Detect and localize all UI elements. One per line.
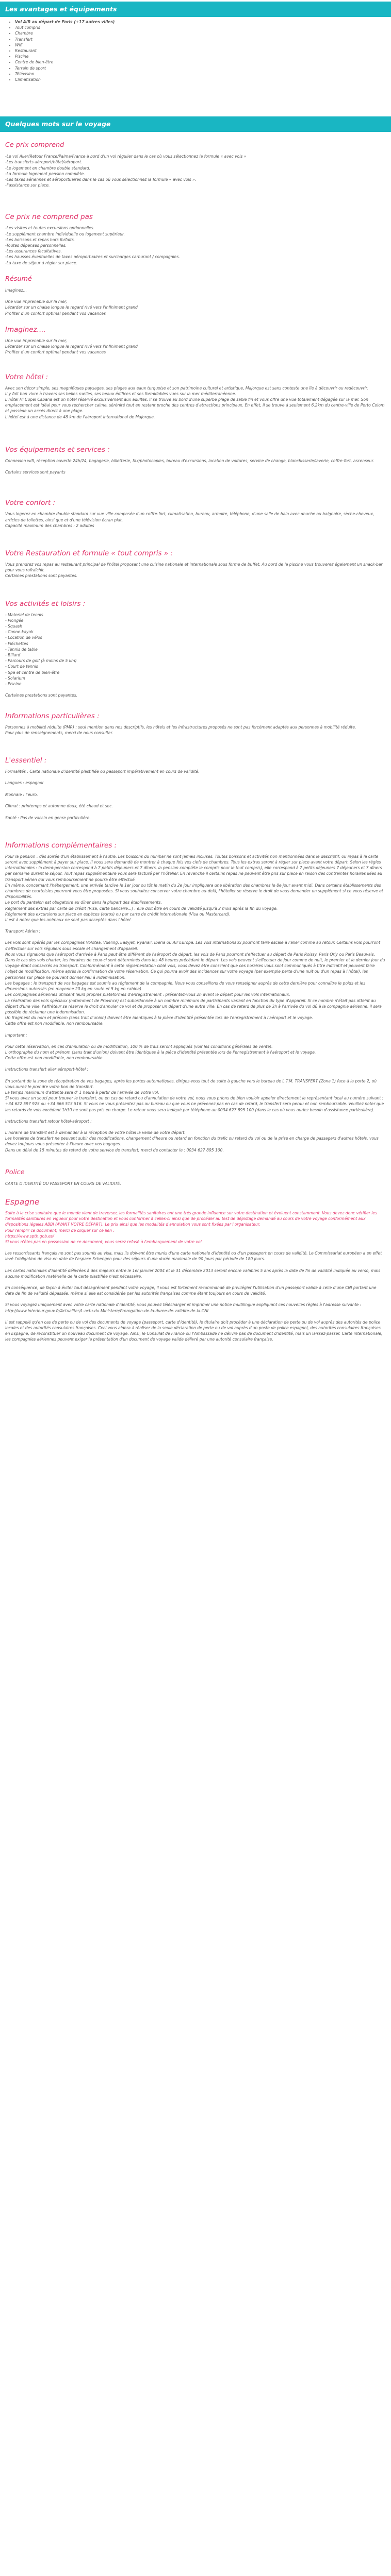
info-text bbox=[5, 724, 386, 736]
text-line: Imaginez... bbox=[5, 287, 27, 293]
text-line: Formalités : Carte nationale d'identité plastifiée ou passeport impérativement en cours de validité. bbox=[5, 769, 200, 774]
text-line: L'orthographe du nom et prénom (sans trait d'union) doivent être identiques à la pièce d'identité présentée lors de l'enregistrement à l'aéroport et le voyage. bbox=[5, 1049, 316, 1055]
complementary-title: Informations complémentaires : bbox=[5, 841, 117, 850]
text-line: Nous vous signalons que l'aéroport d'arrivée à Paris peut être différent de l'aéroport de départ, les vols de Paris pourront s'effectuer au départ de Paris Roissy, Paris Orly ou Paris Beauvais. bbox=[5, 952, 376, 957]
text-line: -Le logement en chambre double standard. bbox=[5, 165, 91, 171]
essential-text bbox=[5, 769, 386, 821]
summary-text bbox=[5, 287, 386, 316]
amenities-banner: Les avantages et équipements bbox=[0, 2, 391, 17]
text-line: Règlement des excursions sur place en espèces (euros) ou par carte de crédit internationale (Visa ou Mastercard). bbox=[5, 911, 231, 917]
text-line: Lézarder sur un chaise longue le regard rivé vers l'infiniment grand bbox=[5, 344, 138, 349]
text-line: -Les transferts aéroport/hôtel/aéroport. bbox=[5, 160, 83, 165]
comfort-text bbox=[5, 511, 386, 529]
text-line: Pour la pension : dès soirée d'un établissement à l'autre. Les boissons du minibar ne sont jamais incluses. Toutes boissons et activités non mentionnées dans le descriptif, ou repas à la carte seront avec supplément à payer sur place. Il vous sera demandé de montrer à chaque fois vos clefs de chambres. Tous les extras seront à régler sur place avant votre départ. Selon les règles internationales : la demi-pension correspond à 7 petits déjeuners et 7 dîners, la pension complète le compris pour le tout compris), elle correspond à 7 petits déjeuners 7 déjeuners et 7 dîners par semaine durant le séjour. Tout repas supplémentaire vous sera facturé par l'hôtelier. En revanche il certains repas ne peuvent être pris sur place en raison des contraintes horaires liées au transport aérien qui vous remboursement ne pourra être effectué. bbox=[5, 854, 382, 882]
text-line: Cette offre est non modifiable, non remboursable. bbox=[5, 1021, 104, 1026]
text-line bbox=[5, 809, 386, 815]
text-line: Capacité maximum des chambres : 2 adultes bbox=[5, 523, 94, 528]
text-line: Certains services sont payants bbox=[5, 470, 66, 475]
text-line: Un fragment du nom et prénom (sans trait d'union) doivent être identiques à la pièce d'identité présentée lors de l'enregistrement à l'aéroport et le voyage. bbox=[5, 1015, 313, 1021]
text-line: CARTE D'IDENTITÉ OU PASSEPORT EN COURS DE VALIDITÉ. bbox=[5, 1181, 121, 1186]
info-title: Informations particulières : bbox=[5, 711, 100, 720]
text-line: - Spa et centre de bien-être bbox=[5, 670, 60, 675]
text-line: Cette offre est non modifiable, non remboursable. bbox=[5, 1056, 104, 1061]
amenity-item: • Terrain de sport bbox=[15, 65, 386, 71]
amenity-item: • Climatisation bbox=[15, 77, 386, 82]
text-line: Dans le cas des vols charter, les horaires de ceux-ci sont déterminés dans les 48 heures précédant le départ. Les vols peuvent s'effectuer de jour comme de nuit, le premier et le dernier jour du voyage étant consacrés au transport. Conformément à cette réglementation ciblé vols, vous devez être conscient que ces horaires vous sont communiqués à titre indicatif et peuvent faire l'objet de modification, même après la confirmation de votre réservation. Ce qui pourra avoir des incidences sur votre voyage (par exemple perte d'une nuit ou d'un repas à l'hôtel), les personnes sur place ne pouvant donner lieu à indemnisation. bbox=[5, 958, 385, 980]
text-line: Climat : printemps et automne doux, été chaud et sec. bbox=[5, 804, 113, 809]
text-line: Certaines prestations sont payantes. bbox=[5, 573, 78, 579]
text-line: Règlement des extras par carte de crédit (Visa, carte bancaire...) : elle doit être en cours de validité jusqu'à 2 mois après la fin du voyage. bbox=[5, 906, 278, 911]
text-line: La temps maximum d'attente sera d' 1 heure à partir de l'arrivée de votre vol. bbox=[5, 1090, 159, 1095]
text-line: Une vue imprenable sur la mer, bbox=[5, 338, 67, 343]
text-line bbox=[5, 798, 386, 803]
dining-title: Votre Restauration et formule « tout compris » : bbox=[5, 549, 173, 557]
text-line: En conséquence, de façon à éviter tout désagrément pendant votre voyage, il vous est fortement recommandé de privilégier l'utilisation d'un passeport valide à celle d'une CNI portant une date de fin de validité dépassée, même si elle est considérée par les autorités françaises comme étant toujours en cours de validité. bbox=[5, 1285, 377, 1296]
activities-title: Vos activités et loisirs : bbox=[5, 599, 86, 608]
text-line: L'hôtel Hi Cupel Cabana est un hôtel réservé exclusivement aux adultes. Il se trouve au bord d'une superbe plage de sable fin et vous offre une vue totalement dégagée sur la mer. Son emplacement est idéal pour vous rechercher calme, sérénité tout en restant proche des centres d'attractions principaux. En effet, il se trouve à seulement 6.2km du centre-ville de Porto Colom et possède un accès direct à une plage. bbox=[5, 397, 385, 414]
text-line: Suite à la crise sanitaire que le monde vient de traverser, les formalités sanitaires ont une très grande influence sur votre destination et évoluent constamment. Vous devez donc vérifier les formalités sanitaires en vigueur pour votre destination et vous conformer à celles-ci ainsi que de procéder au test de dépistage demandé au cours de votre voyage conformément aux dispositions légales ABBI (AVANT VOTRE DÉPART). Le prix ainsi que les modalités d'annulation vous sont fixées par l'organisateur. bbox=[5, 1210, 378, 1227]
dining-text bbox=[5, 562, 386, 579]
amenities-list bbox=[15, 19, 386, 82]
activities-text bbox=[5, 612, 386, 699]
text-line: - Billard bbox=[5, 652, 21, 657]
text-line: -Les boissons et repas hors forfaits. bbox=[5, 237, 75, 242]
text-line: Santé : Pas de vaccin en genre particulière. bbox=[5, 815, 91, 820]
equipment-text bbox=[5, 458, 386, 476]
equipment-title: Vos équipements et services : bbox=[5, 445, 110, 454]
text-line bbox=[5, 774, 386, 780]
text-line: L'horaire de transfert est à demander à la réception de votre hôtel la veille de votre départ. bbox=[5, 1130, 186, 1135]
amenity-item: • Télévision bbox=[15, 71, 386, 77]
amenity-item: • Transfert bbox=[15, 37, 386, 42]
text-line: Les horaires de transfert ne peuvent subir des modifications, changement d'heure ou retard en fonction du trafic ou retard du vol ou de la prise en charge de passagers d'autres hôtels, vous devez toujours vous présenter à l'heure avec vos bagages. bbox=[5, 1136, 379, 1147]
text-line: Les bagages : le transport de vos bagages est soumis au règlement de la compagnie. Nous vous conseillons de vous renseigner auprès de cette dernière pour connaître le poids et les dimensions autorisés (en moyenne 20 kg en soute et 5 kg en cabine). bbox=[5, 980, 366, 992]
text-line: - Squash bbox=[5, 623, 23, 629]
text-line: Pour cette réservation, en cas d'annulation ou de modification, 100 % de frais seront appliqués (voir les conditions générales de vente). bbox=[5, 1044, 273, 1049]
text-line: Profiter d'un confort optimal pendant vos vacances bbox=[5, 350, 106, 355]
amenity-item: • Tout compris bbox=[15, 25, 386, 30]
price-excludes-title: Ce prix ne comprend pas bbox=[5, 213, 93, 222]
price-includes-title: Ce prix comprend bbox=[5, 141, 64, 149]
price-includes-text bbox=[5, 154, 386, 188]
text-line: -Toutes dépenses personnelles. bbox=[5, 243, 67, 248]
text-line: - Materiel de tennis bbox=[5, 612, 43, 617]
text-line: Dans un délai de 15 minutes de retard de votre service de transfert, merci de contacter le : 0034 627 895 100. bbox=[5, 1147, 224, 1153]
text-line: Personnes à mobilité réduite (PMR) : seul mention dans nos descriptifs, les hôtels et les infrastructures proposés ne sont pas forcément adaptés aux personnes à mobilité réduite. bbox=[5, 724, 356, 730]
text-line: Le port du pantalon est obligatoire au dîner dans la plupart des établissements. bbox=[5, 900, 162, 905]
text-line: En sortant de la zone de récupération de vos bagages, après les portes automatiques, dirigez-vous tout de suite à gauche vers le bureau de L.T.M. TRANSFERT (Zona 1) face à la porte 2, où vous aurez le prendre votre bon de transfert. bbox=[5, 1078, 377, 1089]
reasons-banner: Quelques mots sur le voyage bbox=[0, 116, 391, 132]
summary-title: Résumé bbox=[5, 275, 32, 283]
text-line: Il y fait bon vivre à travers ses belles ruelles, ses beaux édifices et ses formidables vues sur la mer méditerranéenne. bbox=[5, 391, 236, 396]
hotel-title: Votre hôtel : bbox=[5, 372, 48, 381]
amenity-item: • Wifi bbox=[15, 42, 386, 48]
text-line: https://www.spth.gob.es/ bbox=[5, 1233, 54, 1239]
text-line: Les compagnies aériennes utilisent leurs propres plateformes d'enregistrement : présentez-vous 2h avant le départ pour les vols internationaux. bbox=[5, 992, 290, 997]
text-line: Il est à noter que les animaux ne sont pas acceptés dans l'hôtel. bbox=[5, 918, 132, 923]
text-line bbox=[5, 464, 386, 469]
text-line: - Solarium bbox=[5, 675, 25, 681]
imagine-text bbox=[5, 338, 386, 355]
police-title: Police bbox=[5, 1168, 25, 1176]
block-heading: Important : bbox=[5, 1032, 27, 1038]
text-line: Si vous n'êtes pas en possession de ce document, vous serez refusé à l'embarquement de votre vol. bbox=[5, 1239, 203, 1244]
text-line: -l'assistance sur place. bbox=[5, 183, 50, 188]
text-line: -Les visites et toutes excursions optionnelles. bbox=[5, 226, 95, 231]
text-line: Les vols sont opérés par les compagnies Volotea, Vueling, Easyjet, Ryanair, Iberia ou Air Europa. Les vols internationaux pourront faire escale à l'aller comme au retour. Certains vols pourront s'effectuer sur vols réguliers sous escale et changement d'appareil. bbox=[5, 940, 380, 951]
complementary-text bbox=[5, 854, 386, 1153]
imagine-title: Imaginez.... bbox=[5, 325, 46, 334]
text-line: - Location de vélos bbox=[5, 635, 42, 640]
text-line: -Le supplément chambre individuelle ou logement supérieur. bbox=[5, 231, 125, 236]
text-line: Si vous avez un souci pour trouver le transfert, ou en cas de retard ou d'annulation de votre vol, nous vous prions de bien vouloir appeler directement le représentant local au numéro suivant : +34 622 597 925 ou +34 666 515 516. Si vous ne vous présentez pas au bureau ou que vous ne prévenez pas en cas de retard, le transfert sera perdu et non remboursable. Veuillez noter que les retards de vols excédant 1h30 ne sont pas pris en charge. Le retour vous sera indiqué par téléphone au 0034 627 895 100 (dans le cas où vous auriez besoin d'assistance particulière). bbox=[5, 1096, 384, 1112]
text-line: Il est rappelé qu'en cas de perte ou de vol des documents de voyage (passeport, carte d'identité), le titulaire doit procéder à une déclaration de perte ou de vol auprès des autorités de police locales et des autorités consulaires françaises. Ceci vous aidera à réaliser de la seule déclaration de perte ou de vol auprès d'un poste de police espagnol, des autorités consulaires françaises en Espagne, de reconstituer un nouveau document de voyage. Ainsi, le Consulat de France ou l'Ambassade ne délivre pas de document d'identité, mais un laissez-passer. Carte internationale, les compagnies aériennes peuvent exiger la présentation d'un document de voyage valide délivré par une autorité consulaire française. bbox=[5, 1319, 383, 1342]
text-line: Lézarder sur un chaise longue le regard rivé vers l'infiniment grand bbox=[5, 305, 138, 310]
text-line: - Court de tennis bbox=[5, 664, 38, 669]
amenity-item: • Restaurant bbox=[15, 48, 386, 54]
text-line: - Tennis de table bbox=[5, 647, 38, 652]
text-line: Vous logerez en chambre double standard sur vue ville composée d'un coffre-fort, climatisation, bureau, armoire, téléphone, d'une salle de bain avec douche ou baignoire, sèche-cheveux, articles de toilettes, ainsi que et d'une télévision écran plat. bbox=[5, 512, 374, 522]
text-line: - Fléchettes bbox=[5, 641, 28, 646]
text-line: L'hôtel est à une distance de 48 km de l'aéroport international de Majorque. bbox=[5, 414, 155, 419]
text-line: Langues : espagnol bbox=[5, 781, 43, 786]
text-line: Vous prendrez vos repas au restaurant principal de l'hôtel proposant une cuisine nationale et internationale sous forme de buffet. Au bord de la piscine vous trouverez également un snack-bar pour vous rafraîchir. bbox=[5, 562, 383, 573]
spain-title: Espagne bbox=[5, 1197, 40, 1207]
text-line bbox=[5, 786, 386, 792]
text-line: -La formule logement pension complète. bbox=[5, 171, 85, 176]
text-line: Une vue imprenable sur la mer, bbox=[5, 299, 67, 304]
block-heading: Instructions transfert aller aéroport-hôtel : bbox=[5, 1067, 89, 1072]
block-heading: Transport Aérien : bbox=[5, 929, 41, 934]
text-line bbox=[5, 293, 386, 299]
price-excludes-text bbox=[5, 225, 386, 265]
text-line: -Les taxes aériennes et aéroportuaires dans le cas où vous sélectionnez la formule « avec vols ». bbox=[5, 177, 197, 182]
text-line: - Piscine bbox=[5, 681, 22, 686]
police-text bbox=[5, 1181, 386, 1187]
hotel-text bbox=[5, 385, 386, 420]
spain-text bbox=[5, 1250, 386, 1342]
text-line: Les ressortissants français ne sont pas soumis au visa, mais ils doivent être munis d'une carte nationale d'identité ou d'un passeport en cours de validité. Le Commissariat européen a en effet levé l'obligation de visa en date de l'espace Schengen pour des séjours d'une durée maximale de 90 jours par période de 180 jours. bbox=[5, 1251, 382, 1262]
text-line: Pour remplir ce document, merci de cliquer sur ce lien : bbox=[5, 1228, 115, 1233]
text-line: La réalisation des vols spéciaux (notamment de Province) est subordonnée à un nombre minimum de participants variant en fonction du type d'appareil. Si ce nombre n'était pas atteint au départ d'une ville, l'affréteur se réserve le droit d'annuler ce vol et de proposer un départ d'une autre ville. En cas de retard de plus de 3h à l'arrivée du vol dû à la compagnie aérienne, il sera possible de réclamer une indemnisation. bbox=[5, 998, 382, 1014]
amenity-item: • Centre de bien-être bbox=[15, 59, 386, 65]
text-line: Si vous voyagez uniquement avec votre carte nationale d'identité, vous pouvez télécharger et imprimer une notice multilingue expliquant ces nouvelles règles à l'adresse suivante : http://www.interieur.gouv.fr/Actualites/L-actu-du-Ministere/Prorogation-de-la-duree-de-validite-de-la-CNI bbox=[5, 1302, 362, 1313]
amenity-item: • Chambre bbox=[15, 30, 386, 36]
essential-title: L'essentiel : bbox=[5, 756, 47, 765]
text-line bbox=[5, 687, 386, 692]
text-line: - Canoe-kayak bbox=[5, 630, 34, 635]
amenity-item: • Piscine bbox=[15, 54, 386, 59]
text-line: Monnaie : l'euro. bbox=[5, 792, 38, 797]
text-line: Avec son décor simple, ses magnifiques paysages, ses plages aux eaux turquoise et son patrimoine culturel et artistique, Majorque est sans conteste une île à découvrir ou redécouvrir. bbox=[5, 385, 368, 391]
text-line: -Les hausses éventuelles de taxes aéroportuaires et surcharges carburant / compagnies. bbox=[5, 255, 180, 260]
text-line: En même, concernant l'hébergement, une arrivée tardive le 1er jour ou tôt le matin du 2e jour impliquera une libération des chambres le 8e jour avant midi. Dans certains établissements des chambres de courtoisies pourront vous être proposées. Si vous souhaitez conserver votre chambre au-delà, l'hôtelier se réserve le droit de vous demander un supplément si ce vous réserve et disponibilités. bbox=[5, 883, 383, 900]
text-line: - Parcours de golf (à moins de 5 km) bbox=[5, 658, 77, 664]
text-line: - Plongée bbox=[5, 618, 24, 623]
text-line: Connexion wifi, réception ouverte 24h/24, bagagerie, billetterie, fax/photocopies, bureau d'excursions, location de voitures, service de change, blanchisserie/laverie, coffre-fort, ascenseur. bbox=[5, 458, 374, 463]
block-heading: Instructions transfert retour hôtel-aéroport : bbox=[5, 1118, 92, 1124]
text-line: -La taxe de séjour à régler sur place. bbox=[5, 260, 78, 265]
text-line: Certaines prestations sont payantes. bbox=[5, 693, 78, 698]
amenity-item: • Vol A/R au départ de Paris (+17 autres villes) bbox=[15, 19, 386, 25]
text-line: Pour plus de renseignements, merci de nous consulter. bbox=[5, 730, 113, 735]
comfort-title: Votre confort : bbox=[5, 499, 56, 507]
text-line: -Les assurances facultatives. bbox=[5, 249, 62, 254]
text-line: Les cartes nationales d'identité délivrées à des majeurs entre le 1er janvier 2004 et le 31 décembre 2013 seront encore valables 5 ans après la date de fin de validité indiquée au verso, mais aucune modification matérielle de la carte plastifiée n'est nécessaire. bbox=[5, 1268, 381, 1279]
text-line: -Le vol Aller/Retour France/Palma/France à bord d'un vol régulier dans le cas où vous sélectionnez la formule « avec vols » bbox=[5, 154, 247, 159]
spain-sanitary-text bbox=[5, 1210, 386, 1245]
text-line: Profiter d'un confort optimal pendant vos vacances bbox=[5, 311, 106, 316]
